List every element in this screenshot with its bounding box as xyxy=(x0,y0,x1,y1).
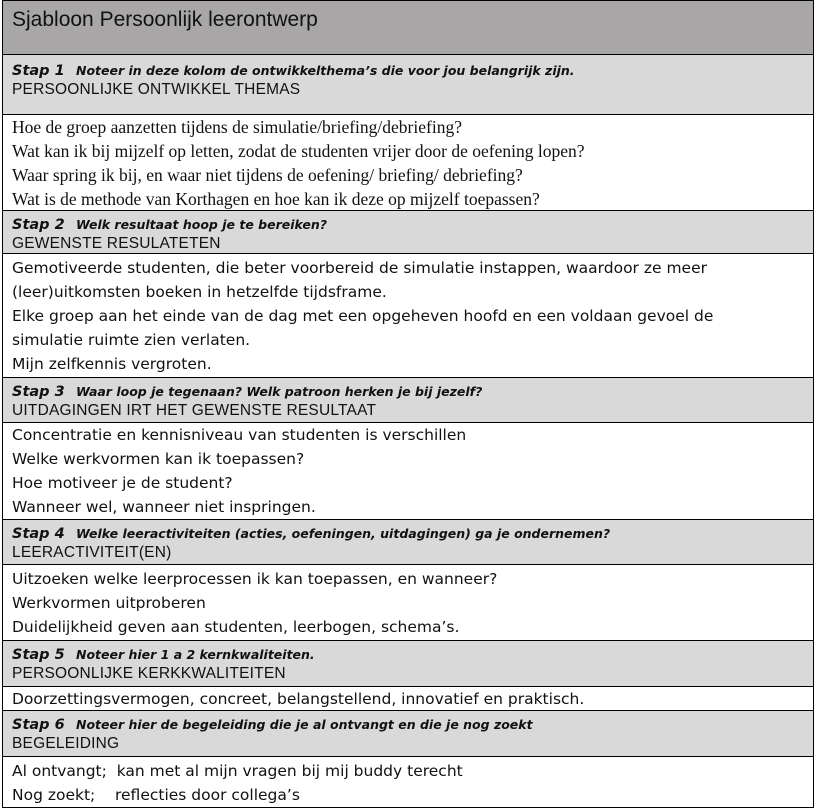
list-item: Hoe de groep aanzetten tijdens de simulatie/briefing/debriefing? xyxy=(12,117,462,137)
list-item: Wanneer wel, wanneer niet inspringen. xyxy=(12,498,316,516)
list-item: (leer)uitkomsten boeken in hetzelfde tijdsframe. xyxy=(12,283,387,301)
step-4-content xyxy=(3,565,813,641)
list-item: Mijn zelfkennis vergroten. xyxy=(12,355,212,373)
step-5-heading: PERSOONLIJKE KERKKWALITEITEN xyxy=(12,665,286,682)
step-2-header xyxy=(3,211,813,254)
list-item: Werkvormen uitproberen xyxy=(12,594,206,612)
step-4-header xyxy=(3,520,813,565)
list-item: Elke groep aan het einde van de dag met een opgeheven hoofd en een voldaan gevoel de xyxy=(12,307,714,325)
list-item: Waar spring ik bij, en waar niet tijdens de oefening/ briefing/ debriefing? xyxy=(12,165,523,185)
leerontwerp-table xyxy=(2,0,814,808)
step-1-number: Stap 1 xyxy=(12,63,65,79)
step-6-heading: BEGELEIDING xyxy=(12,735,120,752)
step-1-header xyxy=(3,55,813,115)
step-1-heading: PERSOONLIJKE ONTWIKKEL THEMAS xyxy=(12,81,301,98)
step-5-header xyxy=(3,641,813,687)
step-6-header xyxy=(3,711,813,757)
step-1-content xyxy=(3,115,813,211)
list-item: Nog zoekt; reflecties door collega’s xyxy=(12,786,300,804)
step-4-heading: LEERACTIVITEIT(EN) xyxy=(12,544,172,561)
step-5-instruction: Noteer hier 1 a 2 kernkwaliteiten. xyxy=(76,647,315,662)
step-2-content xyxy=(3,254,813,378)
step-5-content xyxy=(3,687,813,711)
list-item: Duidelijkheid geven aan studenten, leerbogen, schema’s. xyxy=(12,618,460,636)
step-3-heading: UITDAGINGEN IRT HET GEWENSTE RESULTAAT xyxy=(12,402,377,419)
list-item: simulatie ruimte zien verlaten. xyxy=(12,331,251,349)
step-1-instruction: Noteer in deze kolom de ontwikkelthema’s die voor jou belangrijk zijn. xyxy=(76,63,575,78)
list-item: Wat kan ik bij mijzelf op letten, zodat de studenten vrijer door de oefening lopen? xyxy=(12,141,585,161)
step-3-header xyxy=(3,378,813,423)
step-6-content xyxy=(3,757,813,807)
step-2-instruction: Welk resultaat hoop je te bereiken? xyxy=(76,217,327,232)
step-2-heading: GEWENSTE RESULATETEN xyxy=(12,235,221,252)
step-5-number: Stap 5 xyxy=(12,647,65,663)
page-title: Sjabloon Persoonlijk leerontwerp xyxy=(3,1,813,55)
step-6-number: Stap 6 xyxy=(12,717,65,733)
list-item: Concentratie en kennisniveau van studenten is verschillen xyxy=(12,426,467,444)
list-item: Wat is de methode van Korthagen en hoe kan ik deze op mijzelf toepassen? xyxy=(12,189,540,209)
step-3-content xyxy=(3,423,813,520)
step-6-instruction: Noteer hier de begeleiding die je al ontvangt en die je nog zoekt xyxy=(76,717,533,732)
list-item: Uitzoeken welke leerprocessen ik kan toepassen, en wanneer? xyxy=(12,570,498,588)
list-item: Gemotiveerde studenten, die beter voorbereid de simulatie instappen, waardoor ze meer xyxy=(12,259,708,277)
list-item: Welke werkvormen kan ik toepassen? xyxy=(12,450,305,468)
step-4-number: Stap 4 xyxy=(12,526,65,542)
list-item: Al ontvangt; kan met al mijn vragen bij mij buddy terecht xyxy=(12,762,463,780)
list-item: Doorzettingsvermogen, concreet, belangstellend, innovatief en praktisch. xyxy=(12,690,585,708)
step-3-instruction: Waar loop je tegenaan? Welk patroon herken je bij jezelf? xyxy=(76,384,483,399)
step-2-number: Stap 2 xyxy=(12,217,65,233)
list-item: Hoe motiveer je de student? xyxy=(12,474,233,492)
step-3-number: Stap 3 xyxy=(12,384,65,400)
step-4-instruction: Welke leeractiviteiten (acties, oefeningen, uitdagingen) ga je ondernemen? xyxy=(76,526,611,541)
